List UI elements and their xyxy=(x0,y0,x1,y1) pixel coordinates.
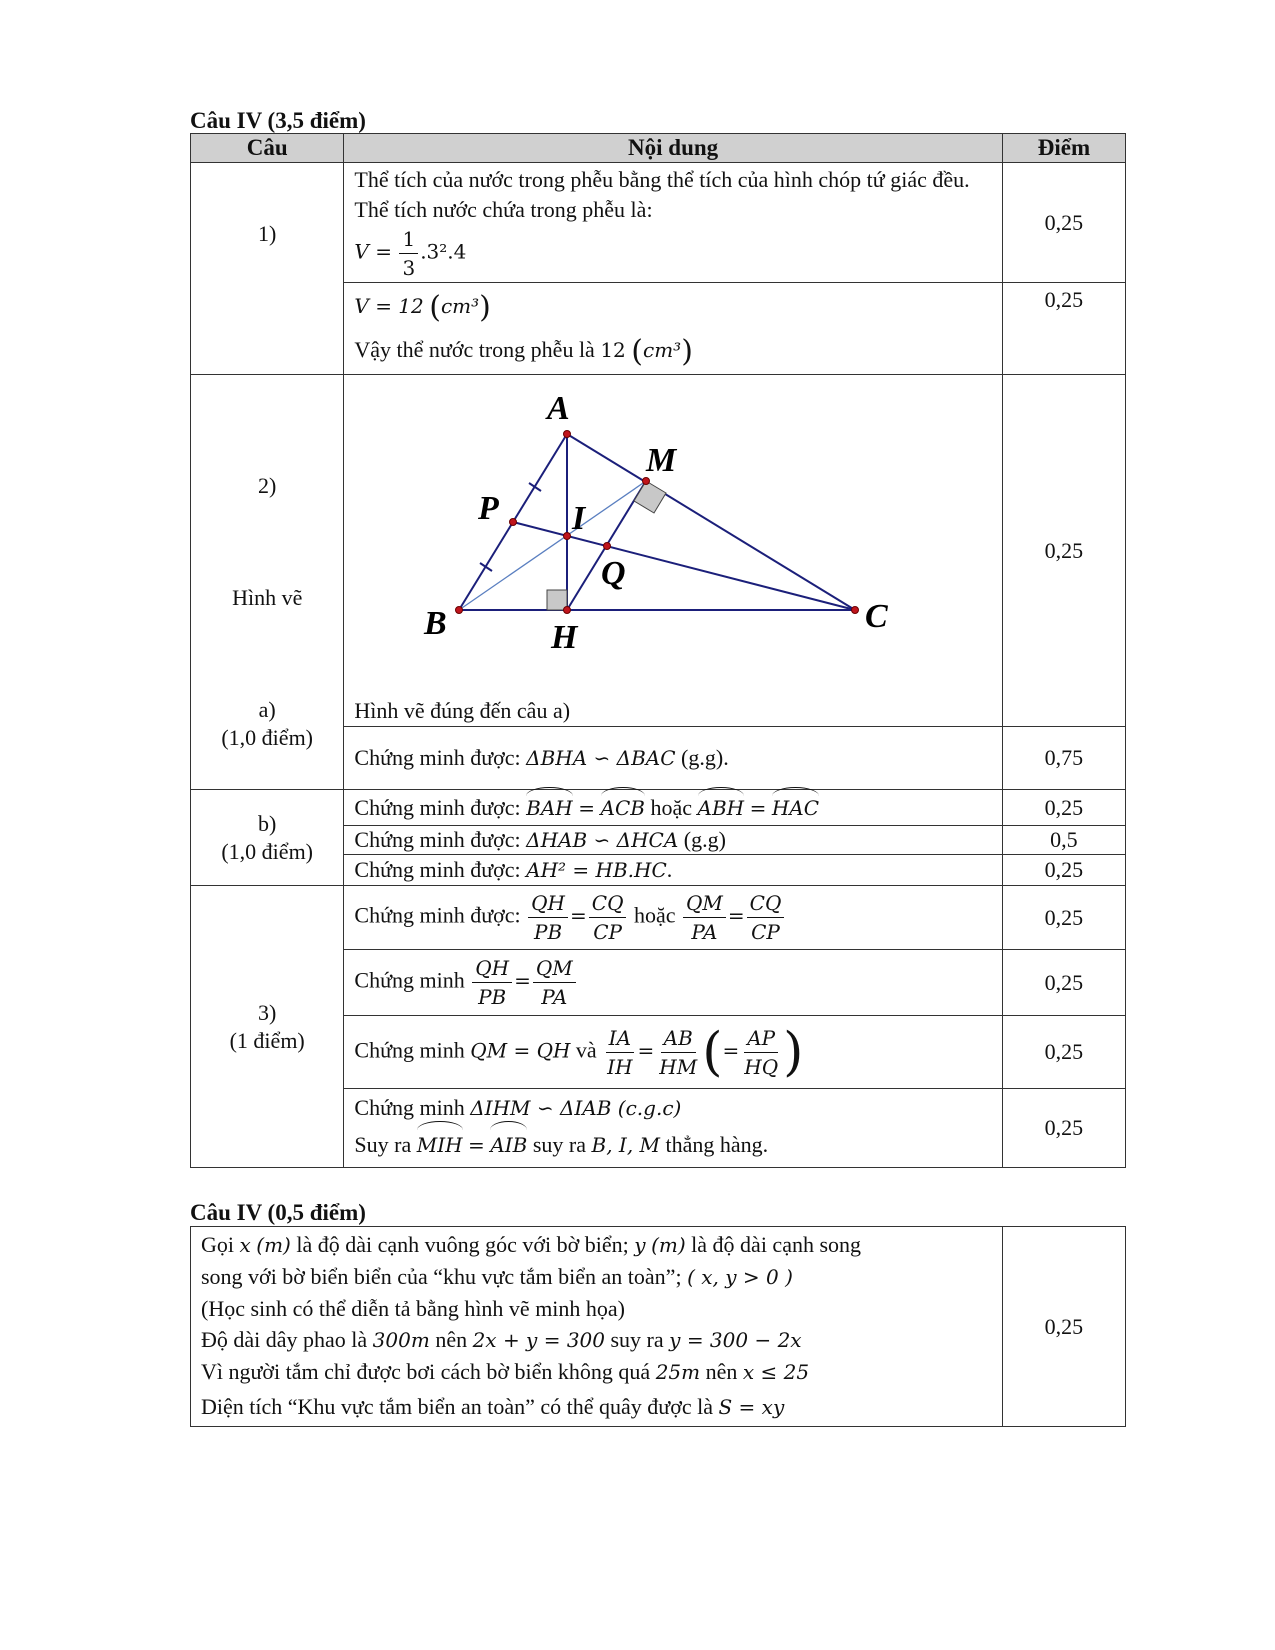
q3-r1-n1: QH xyxy=(528,889,568,918)
q1-fraction xyxy=(399,225,418,282)
point-p xyxy=(510,519,517,526)
q3-r3-eq: QM = QH xyxy=(470,1038,571,1063)
label-i: I xyxy=(572,500,586,537)
q3-r3-cm: Chứng minh xyxy=(354,1037,465,1063)
q3-r2-d1: PB xyxy=(478,985,507,1009)
point-b xyxy=(456,607,463,614)
q1-score1: 0,25 xyxy=(1002,163,1125,283)
q3-score2: 0,25 xyxy=(1002,950,1125,1016)
header-diem: Điểm xyxy=(1002,134,1125,163)
q1-unit-2: cm³ xyxy=(643,337,682,362)
q3-r3-frac2 xyxy=(656,1024,700,1081)
q1-formula2: V = 12 (cm³) xyxy=(354,289,491,325)
q1-row-1 xyxy=(191,163,1126,283)
q2-score-a: 0,75 xyxy=(1002,727,1125,790)
point-i xyxy=(564,533,571,540)
q3-r3-n3: AP xyxy=(744,1024,778,1053)
q3-r2-n2: QM xyxy=(533,954,576,983)
label-a: A xyxy=(547,390,571,427)
label-b: B xyxy=(424,605,448,642)
s2-l5b: 25m xyxy=(655,1360,701,1384)
q1-label: 1) xyxy=(191,163,344,375)
q2-a-proof: ΔBHA ∽ ΔBAC xyxy=(526,746,676,770)
q2-a-points: (1,0 điểm) xyxy=(221,725,314,750)
q3-r1-frac2 xyxy=(589,889,627,946)
q3-r1-n3: QM xyxy=(683,889,726,918)
q2-a-proof-cell xyxy=(344,727,1002,790)
q2b-or: hoặc xyxy=(650,794,692,820)
q3-r4-end: thẳng hàng. xyxy=(665,1132,769,1157)
q3-r1-frac1 xyxy=(528,889,568,946)
q3-r4-a: ΔIHM ∽ ΔIAB (c.g.c) xyxy=(470,1096,682,1120)
q3-r4-line1 xyxy=(354,1091,991,1125)
s2-l6a: Diện tích “Khu vực tắm biển an toàn” có thể quây được là xyxy=(201,1394,713,1419)
q3-points: (1 điểm) xyxy=(229,1027,305,1053)
q3-score4: 0,25 xyxy=(1002,1089,1125,1168)
q1-content-2 xyxy=(344,283,1002,375)
q1-formula1 xyxy=(354,225,991,282)
q3-r1-cm: Chứng minh được: xyxy=(354,902,521,928)
s2-l5a: Vì người tắm chỉ được bơi cách bờ biển không quá xyxy=(201,1359,651,1384)
q3-r1-n2: CQ xyxy=(589,889,627,918)
s2-l1m: (m) xyxy=(256,1233,291,1257)
s2-l1m2: (m) xyxy=(651,1233,686,1257)
q3-r2: Chứng minh $\frac{QH}{PB}$ = $\frac{QM}{PA}$ xyxy=(344,950,1002,1016)
s2-l1a: Gọi xyxy=(201,1232,234,1257)
q2b-r1 xyxy=(344,790,1002,826)
s2-line1 xyxy=(201,1229,992,1261)
q3-r2-frac2 xyxy=(533,954,576,1011)
q3-r1-or: hoặc xyxy=(633,902,676,928)
q2-hinhve: Hình vẽ xyxy=(232,585,303,610)
section2-row xyxy=(191,1227,1126,1427)
q2-figure-row xyxy=(191,375,1126,727)
q3-score1: 0,25 xyxy=(1002,886,1125,950)
tick-ap xyxy=(529,483,541,491)
point-c xyxy=(852,607,859,614)
q1-formula1-lhs: V = xyxy=(354,239,392,264)
q3-r3-d3: HQ xyxy=(744,1054,779,1079)
q2-a-label: a) xyxy=(258,697,276,722)
q3-r1-n4: CQ xyxy=(747,889,785,918)
s2-line5 xyxy=(201,1356,992,1388)
q3-r4-angle-aib: AIB xyxy=(490,1125,527,1165)
q1-content-1 xyxy=(344,163,1002,283)
s2-l5c: nên xyxy=(705,1359,738,1384)
section2-score: 0,25 xyxy=(1002,1227,1125,1427)
q2b-points: (1,0 điểm) xyxy=(221,838,314,864)
s2-l4c: nên xyxy=(435,1327,468,1352)
q3-r4-suyra: Suy ra xyxy=(354,1132,412,1157)
q3-r3-n1: IA xyxy=(606,1024,634,1053)
s2-l5d: x ≤ 25 xyxy=(742,1360,810,1384)
q2b-r2-suffix: (g.g) xyxy=(683,827,726,852)
header-noidung: Nội dung xyxy=(344,134,1002,163)
s2-l4e: suy ra xyxy=(610,1327,664,1352)
q2b-eq-2: = xyxy=(749,795,767,820)
q2b-angle-bah: BAH xyxy=(526,791,573,825)
q3-r4-angle-mih: MIH xyxy=(417,1125,463,1165)
q2b-eq-1: = xyxy=(578,795,596,820)
header-row xyxy=(191,134,1126,163)
q1-text2-line: Vậy thể nước trong phễu là 12 (cm³) xyxy=(354,333,693,369)
label-h: H xyxy=(551,619,578,656)
q3-row-1 xyxy=(191,886,1126,950)
s2-l2b: ( x, y > 0 ) xyxy=(687,1265,793,1289)
q3-r1-d4: CP xyxy=(751,920,780,944)
q3-r3-frac3 xyxy=(741,1024,781,1081)
answer-table-1 xyxy=(190,133,1126,1168)
q3-r2-d2: PA xyxy=(541,985,568,1009)
q2b-angle-hac: HAC xyxy=(772,791,819,825)
q2b-r3-text: AH² = HB.HC xyxy=(526,858,667,882)
q3-r4-pts: B, I, M xyxy=(591,1133,661,1157)
s2-l4d: 2x + y = 300 xyxy=(472,1328,605,1352)
q1-unit: cm³ xyxy=(440,294,480,318)
q2-a-suffix: (g.g). xyxy=(681,745,729,770)
q2b-r3-suffix: . xyxy=(666,857,673,882)
q1-formula2-lhs: V = 12 xyxy=(354,294,424,318)
header-cau: Câu xyxy=(191,134,344,163)
q3-r4 xyxy=(344,1089,1002,1168)
s2-l2a: song với bờ biển biển của “khu vực tắm biển an toàn”; xyxy=(201,1264,682,1289)
q1-frac-num: 1 xyxy=(399,225,418,254)
q1-text2: Vậy thể nước trong phễu là xyxy=(354,336,595,362)
q2-label: 2) xyxy=(258,473,277,498)
q3-r1-frac3 xyxy=(683,889,726,946)
q3-r3: Chứng minh QM = QH và $\frac{IA}{IH}$ = $\frac{AB}{HM}$ (= $\frac{AP}{HQ}$ ) xyxy=(344,1016,1002,1089)
s2-l4b: 300m xyxy=(372,1328,430,1352)
q2b-score2: 0,5 xyxy=(1002,826,1125,855)
label-m: M xyxy=(646,442,677,479)
q2b-r2-text: ΔHAB ∽ ΔHCA xyxy=(526,828,679,852)
s2-line2 xyxy=(201,1261,992,1293)
s2-line4 xyxy=(201,1324,992,1356)
q3-r1-d3: PA xyxy=(691,920,718,944)
label-c: C xyxy=(865,598,889,635)
q2-score-fig: 0,25 xyxy=(1002,375,1125,727)
q1-text1: Thể tích của nước trong phễu bằng thể tích của hình chóp tứ giác đều. Thể tích nước chứa trong phễu là: xyxy=(354,167,970,222)
q3-r3-va: và xyxy=(575,1037,597,1063)
answer-table-2 xyxy=(190,1226,1126,1427)
section-title-1: Câu IV (3,5 điểm) xyxy=(190,108,366,133)
q1-text2-val: 12 xyxy=(600,337,626,362)
q3-r3-n2: AB xyxy=(661,1024,696,1053)
point-h xyxy=(564,607,571,614)
q2b-r2-cm: Chứng minh được: xyxy=(354,827,521,852)
q3-label: 3) xyxy=(258,999,277,1025)
q3-r3-d2: HM xyxy=(659,1054,698,1079)
q2b-angle-abh: ABH xyxy=(698,791,745,825)
q2-label-cell xyxy=(191,375,344,790)
q1-formula1-rest: .3².4 xyxy=(420,239,467,264)
s2-l4a: Độ dài dây phao là xyxy=(201,1327,368,1352)
q2-a-cm: Chứng minh được: xyxy=(354,745,521,770)
s2-line3: (Học sinh có thể diễn tả bằng hình vẽ minh họa) xyxy=(201,1296,626,1321)
s2-line6 xyxy=(201,1388,992,1426)
q3-r3-d1: IH xyxy=(607,1054,633,1079)
q1-frac-den: 3 xyxy=(402,256,416,280)
s2-l1b: là độ dài cạnh vuông góc với bờ biển; xyxy=(296,1232,629,1257)
q3-score3: 0,25 xyxy=(1002,1016,1125,1089)
right-angle-h xyxy=(547,590,567,610)
section2-content xyxy=(191,1227,1003,1427)
q3-r1-d1: PB xyxy=(534,920,563,944)
q2b-r2 xyxy=(344,826,1002,855)
q3-r4-line2: Suy ra MIH = AIB suy ra B, I, M thẳng hàng. xyxy=(354,1125,991,1165)
q2b-row-1 xyxy=(191,790,1126,826)
q1-score2: 0,25 xyxy=(1002,283,1125,375)
s2-l1c: là độ dài cạnh song xyxy=(691,1232,862,1257)
q3-r4-cm: Chứng minh xyxy=(354,1095,465,1120)
q3-r1-d2: CP xyxy=(593,920,622,944)
q3-r2-n1: QH xyxy=(472,954,512,983)
q2b-label-cell xyxy=(191,790,344,886)
geometry-figure xyxy=(344,375,974,695)
q3-r2-cm: Chứng minh xyxy=(354,967,465,993)
q3-r3-frac1 xyxy=(604,1024,635,1081)
q3-r1-frac4 xyxy=(747,889,785,946)
figure-caption: Hình vẽ đúng đến câu a) xyxy=(354,698,571,723)
q2b-r3 xyxy=(344,855,1002,886)
q3-r4-suyra2: suy ra xyxy=(532,1132,587,1157)
label-p: P xyxy=(478,490,500,527)
q2b-r3-cm: Chứng minh được: xyxy=(354,857,521,882)
q2b-score3: 0,25 xyxy=(1002,855,1125,886)
s2-l6b: S = xy xyxy=(718,1395,785,1419)
q2b-score1: 0,25 xyxy=(1002,790,1125,826)
point-q xyxy=(604,543,611,550)
q2b-label: b) xyxy=(258,810,277,836)
point-a xyxy=(564,431,571,438)
s2-l1y: y xyxy=(634,1233,646,1257)
q2b-r1-cm: Chứng minh được: xyxy=(354,794,521,820)
q3-label-cell xyxy=(191,886,344,1168)
q2-figure-cell xyxy=(344,375,1002,727)
q2b-angle-acb: ACB xyxy=(601,791,645,825)
s2-l1x: x xyxy=(239,1233,251,1257)
s2-l4f: y = 300 − 2x xyxy=(669,1328,802,1352)
q3-r1: Chứng minh được: $\frac{QH}{PB}$ = $\frac{CQ}{CP}$ hoặc $\frac{QM}{PA}$ = $\frac{CQ}{CP}$ xyxy=(344,886,1002,950)
section-title-2: Câu IV (0,5 điểm) xyxy=(190,1200,366,1225)
q3-r2-frac1 xyxy=(472,954,512,1011)
label-q: Q xyxy=(601,555,626,592)
